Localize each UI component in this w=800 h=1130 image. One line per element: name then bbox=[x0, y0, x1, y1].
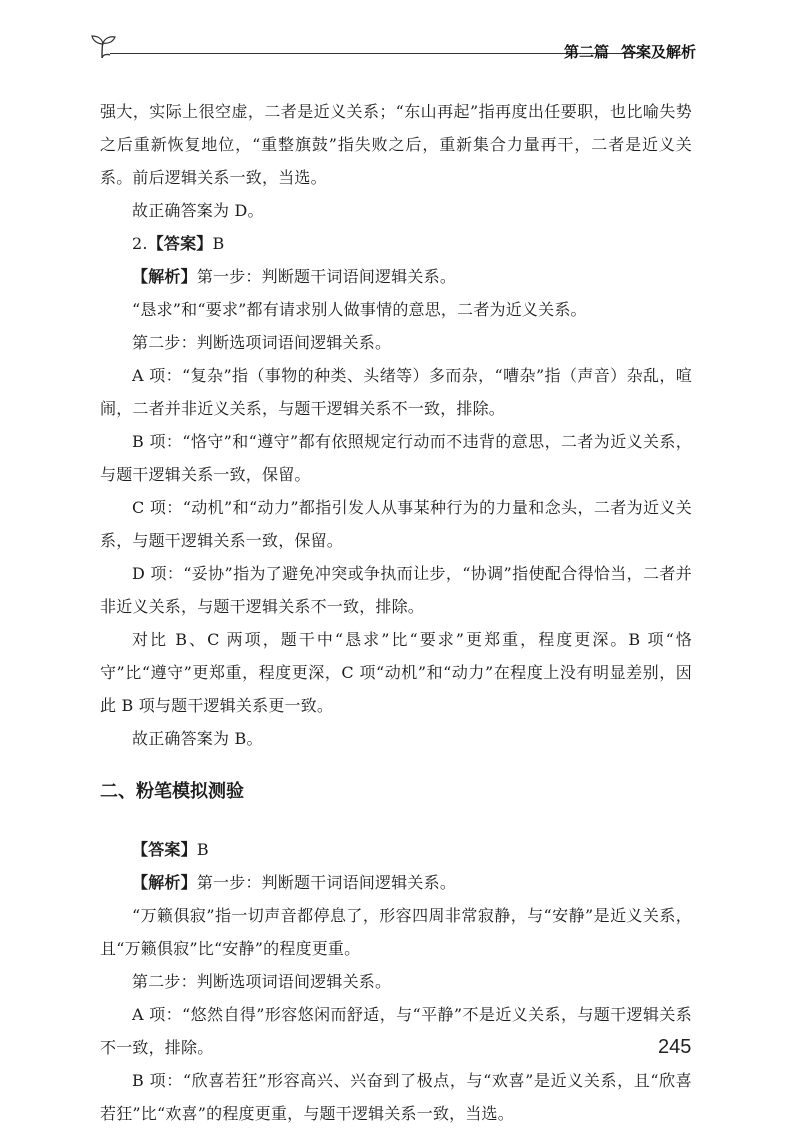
analysis-step-2: 第二步：判断选项词语间逻辑关系。 bbox=[132, 972, 392, 991]
analysis-step-1 bbox=[100, 260, 692, 293]
header-rule bbox=[110, 53, 638, 54]
answer-label: 【答案】 bbox=[147, 234, 213, 253]
option-a: A 项：“复杂”指（事物的种类、头绪等）多而杂，“嘈杂”指（声音）杂乱，喧闹，二者并非近义关系，与题干逻辑关系不一致，排除。 bbox=[100, 366, 692, 418]
analysis-step-1 bbox=[100, 866, 692, 899]
option-c: C 项：“动机”和“动力”都指引发人从事某种行为的力量和念头，二者为近义关系，与题干逻辑关系一致，保留。 bbox=[100, 498, 692, 550]
answer-value: B bbox=[196, 840, 209, 859]
paragraph: “恳求”和“要求”都有请求别人做事情的意思，二者为近义关系。 bbox=[132, 300, 587, 319]
comparison: 对比 B、C 两项，题干中“恳求”比“要求”更郑重，程度更深。B 项“恪守”比“遵守”更郑重，程度更深，C 项“动机”和“动力”在程度上没有明显差别，因此 B 项与题干逻辑关系更一致。 bbox=[100, 630, 692, 715]
analysis-step-2: 第二步：判断选项词语间逻辑关系。 bbox=[132, 333, 392, 352]
page-number: 245 bbox=[658, 1036, 692, 1058]
question-2-answer bbox=[100, 227, 692, 260]
analysis-label: 【解析】 bbox=[132, 267, 197, 286]
running-header bbox=[564, 41, 696, 62]
section-title: 二、粉笔模拟测验 bbox=[100, 781, 244, 802]
paragraph: “万籁俱寂”指一切声音都停息了，形容四周非常寂静，与“安静”是近义关系，且“万籁俱寂”比“安静”的程度更重。 bbox=[100, 906, 692, 958]
option-d: D 项：“妥协”指为了避免冲突或争执而让步，“协调”指使配合得恰当，二者并非近义关系，与题干逻辑关系不一致，排除。 bbox=[100, 564, 692, 616]
analysis-text: 第一步：判断题干词语间逻辑关系。 bbox=[196, 267, 457, 286]
conclusion: 故正确答案为 B。 bbox=[132, 729, 263, 748]
option-b: B 项：“恪守”和“遵守”都有依照规定行动而不违背的意思，二者为近义关系，与题干逻辑关系一致，保留。 bbox=[100, 432, 692, 484]
sprout-icon bbox=[88, 32, 118, 64]
paragraph: 强大，实际上很空虚，二者是近义关系；“东山再起”指再度出任要职，也比喻失势之后重新恢复地位，“重整旗鼓”指失败之后，重新集合力量再干，二者是近义关系。前后逻辑关系一致，当选。 bbox=[100, 102, 692, 187]
section2-answer bbox=[100, 833, 692, 866]
conclusion: 故正确答案为 D。 bbox=[132, 201, 264, 220]
analysis-label: 【解析】 bbox=[132, 873, 197, 892]
header-title: 答案及解析 bbox=[620, 43, 696, 61]
page-body bbox=[100, 95, 692, 1130]
answer-value: B bbox=[212, 234, 225, 253]
header-part: 第二篇 bbox=[563, 43, 609, 61]
option-b: B 项：“欣喜若狂”形容高兴、兴奋到了极点，与“欢喜”是近义关系，且“欣喜若狂”比“欢喜”的程度更重，与题干逻辑关系一致，当选。 bbox=[100, 1071, 692, 1123]
question-number: 2. bbox=[132, 234, 148, 253]
analysis-text: 第一步：判断题干词语间逻辑关系。 bbox=[196, 873, 457, 892]
answer-label: 【答案】 bbox=[132, 840, 197, 859]
option-a: A 项：“悠然自得”形容悠闲而舒适，与“平静”不是近义关系，与题干逻辑关系不一致，排除。 bbox=[100, 1005, 692, 1057]
